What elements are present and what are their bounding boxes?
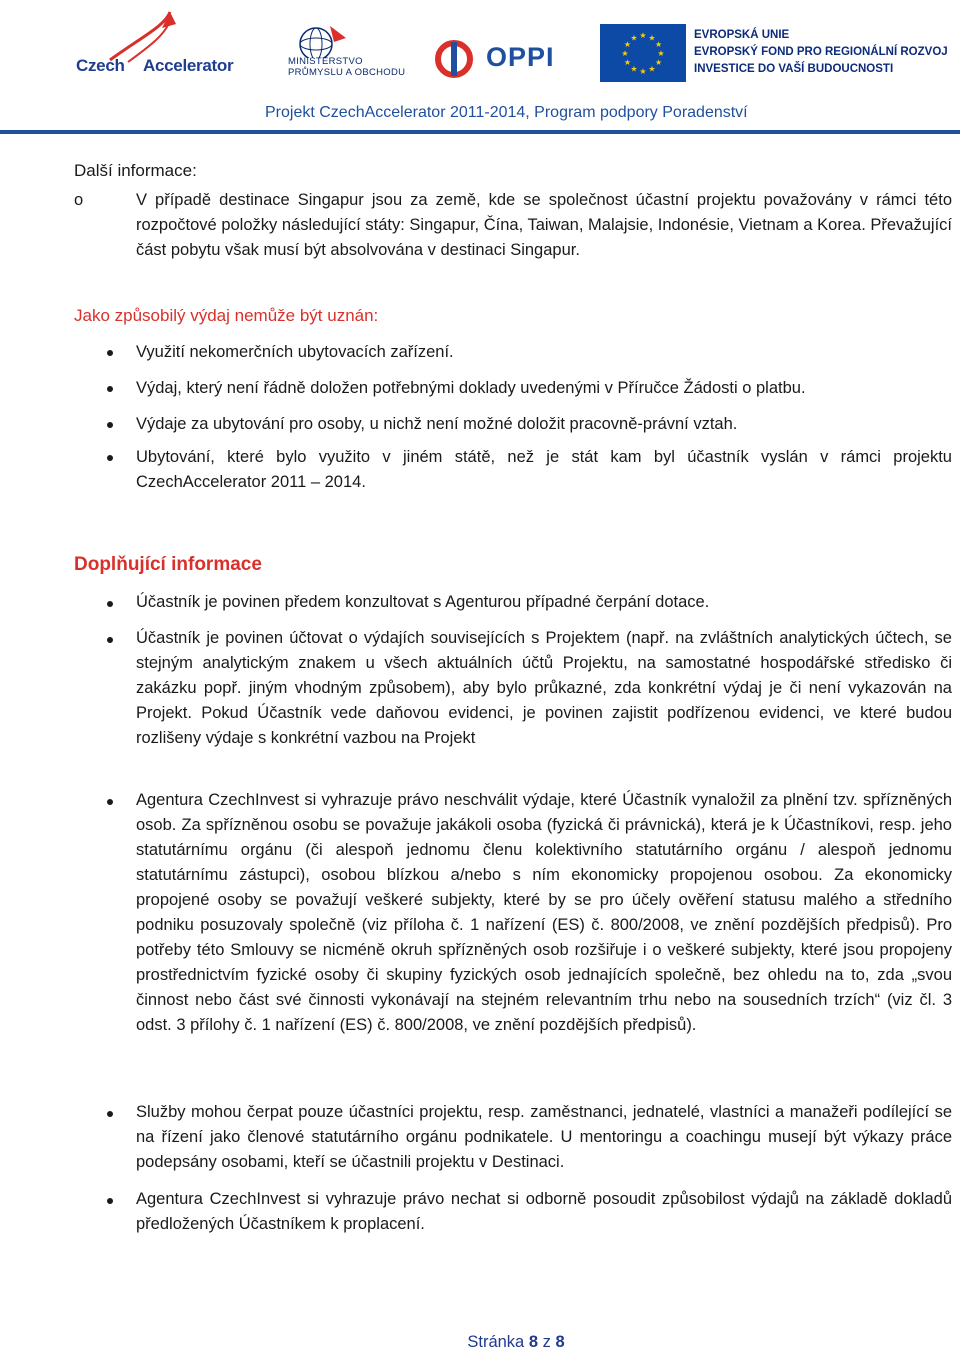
- list-item-dalsi: V případě destinace Singapur jsou za země, kde se společnost účastní projektu považovány v rámci této rozpočtové položky následující státy: Singapur, Čína, Taiwan, Malajsie, Indonésie, Vietnam a Korea. Převažující část pobytu však musí být absolvována v destinaci Singapur.: [136, 191, 952, 259]
- eu-star-icon: ★: [621, 49, 629, 58]
- eu-star-icon: ★: [657, 49, 665, 58]
- czech-accelerator-wordmark: [76, 56, 233, 76]
- eu-line-3: INVESTICE DO VAŠÍ BUDOUCNOSTI: [694, 63, 894, 75]
- eu-star-icon: ★: [655, 40, 663, 49]
- project-line: Projekt CzechAccelerator 2011-2014, Program podpory Poradenství: [265, 104, 748, 121]
- eu-line-2: EVROPSKÝ FOND PRO REGIONÁLNÍ ROZVOJ: [694, 46, 948, 58]
- oppi-mark-icon: [432, 38, 482, 80]
- page-header: [0, 0, 960, 134]
- oppi-logo: [432, 38, 562, 84]
- eu-star-icon: ★: [630, 33, 638, 43]
- bullet-icon: [107, 455, 113, 461]
- page-footer: [0, 1333, 960, 1352]
- eu-star-icon: ★: [639, 67, 647, 76]
- list-item-doplnujici: Služby mohou čerpat pouze účastníci projektu, resp. zaměstnanci, jednatelé, vlastníci a manažeři podílející se na řízení jako členové statutárního orgánu podnikatele. U mentoringu a coachingu musejí být výkazy práce podepsány osobami, kteří se účastnili projektu v Destinaci.: [136, 1103, 952, 1171]
- footer-page-number: 8: [528, 1333, 539, 1351]
- eu-star-icon: ★: [655, 58, 663, 67]
- bullet-icon: [107, 350, 113, 356]
- bullet-icon: [107, 637, 113, 643]
- eu-text-block: [694, 27, 948, 78]
- mpo-globe-icon: [286, 22, 356, 58]
- circle-bullet-icon: o: [74, 191, 84, 209]
- list-item-jako: Ubytování, které bylo využito v jiném státě, než je stát kam byl účastník vyslán v rámci projektu CzechAccelerator 2011 – 2014.: [136, 448, 952, 491]
- mpo-logo-text: MINISTERSTVO PRŮMYSLU A OBCHODU: [288, 56, 406, 78]
- header-divider: [0, 130, 960, 134]
- mpo-logo: [282, 22, 412, 84]
- bullet-icon: [107, 601, 113, 607]
- section-title-jako: Jako způsobilý výdaj nemůže být uznán:: [74, 306, 379, 325]
- eu-star-icon: ★: [623, 40, 631, 49]
- eu-star-icon: ★: [648, 33, 656, 43]
- footer-mid: z: [538, 1333, 556, 1351]
- bullet-icon: [107, 1111, 113, 1117]
- bullet-icon: [107, 422, 113, 428]
- eu-logo: [600, 24, 948, 84]
- bullet-icon: [107, 1198, 113, 1204]
- list-item-jako: Výdaje za ubytování pro osoby, u nichž není možné doložit pracovně-právní vztah.: [136, 415, 738, 433]
- eu-star-icon: ★: [630, 64, 638, 74]
- eu-star-icon: ★: [639, 31, 647, 40]
- list-item-doplnujici: Agentura CzechInvest si vyhrazuje právo neschválit výdaje, které Účastník vynaložil za plnění tzv. spřízněných osob. Za spřízněnou osobu se považuje jakákoli osoba (fyzická či právnická), která je k Účastníkovi, resp. jeho statutárnímu orgánu (či alespoň jednomu členu kolektivního statutárního orgánu / alespoň jednomu statutárnímu zástupci), osobou blízkou a/nebo s ním ekonomicky propojenou osobou. Za ekonomicky propojené osoby se považují veškeré subjekty, které by se pro účely ověření statusu malého a středního podniku posuzovaly společně (viz příloha č. 1 nařízení (ES) č. 800/2008, ve znění pozdějších předpisů). Pro potřeby této Smlouvy se nicméně okruh spřízněných osob rozšiřuje i o veškeré subjekty, které jsou propojeny prostřednictvím fyzické osoby či skupiny fyzických osob jednajících společně, bez ohledu na to, zda „svou činnost nebo část své činnosti vykonávají na stejném relevantním trhu nebo na sousedních trzích“ (viz čl. 3 odst. 3 přílohy č. 1 nařízení (ES) č. 800/2008, ve znění pozdějších předpisů).: [136, 791, 952, 1034]
- list-item-doplnujici: Účastník je povinen předem konzultovat s Agenturou případné čerpání dotace.: [136, 593, 710, 611]
- list-item-doplnujici: Účastník je povinen účtovat o výdajích souvisejících s Projektem (např. na zvláštních analytických účtech, se stejným analytickým znakem u všech aktuálních účtů Projektu, na samostatné hospodářské středisko či zakázku popř. jiným vhodným způsobem), aby bylo průkazné, zda konkrétní výdaj je či není vykazován na Projekt. Pokud Účastník vede daňovou evidenci, je povinen zajistit podřízenou evidenci, ve které budou rozlišeny výdaje s konkrétní vazbou na Projekt: [136, 629, 952, 747]
- section-title-dalsi: Další informace:: [74, 161, 197, 180]
- list-item-doplnujici: Agentura CzechInvest si vyhrazuje právo nechat si odborně posoudit způsobilost výdajů na základě dokladů předložených Účastníkem k proplacení.: [136, 1190, 952, 1233]
- logo-czech-text: Czech: [76, 56, 125, 75]
- eu-star-icon: ★: [623, 58, 631, 67]
- list-item-jako: Využití nekomerčních ubytovacích zařízení.: [136, 343, 454, 361]
- section-title-doplnujici: Doplňující informace: [74, 554, 262, 575]
- eu-flag-icon: [600, 24, 686, 82]
- list-item-jako: Výdaj, který není řádně doložen potřebnými doklady uvedenými v Příručce Žádosti o platbu.: [136, 379, 806, 397]
- logo-accelerator-text: Accelerator: [143, 56, 234, 75]
- eu-star-icon: ★: [648, 64, 656, 74]
- eu-stars-icon: [600, 24, 686, 82]
- footer-page-total: 8: [555, 1333, 565, 1351]
- footer-prefix: Stránka: [467, 1333, 529, 1351]
- oppi-logo-text: OPPI: [486, 42, 555, 72]
- eu-line-1: EVROPSKÁ UNIE: [694, 29, 790, 41]
- czech-accelerator-logo: [70, 8, 260, 88]
- bullet-icon: [107, 386, 113, 392]
- bullet-icon: [107, 799, 113, 805]
